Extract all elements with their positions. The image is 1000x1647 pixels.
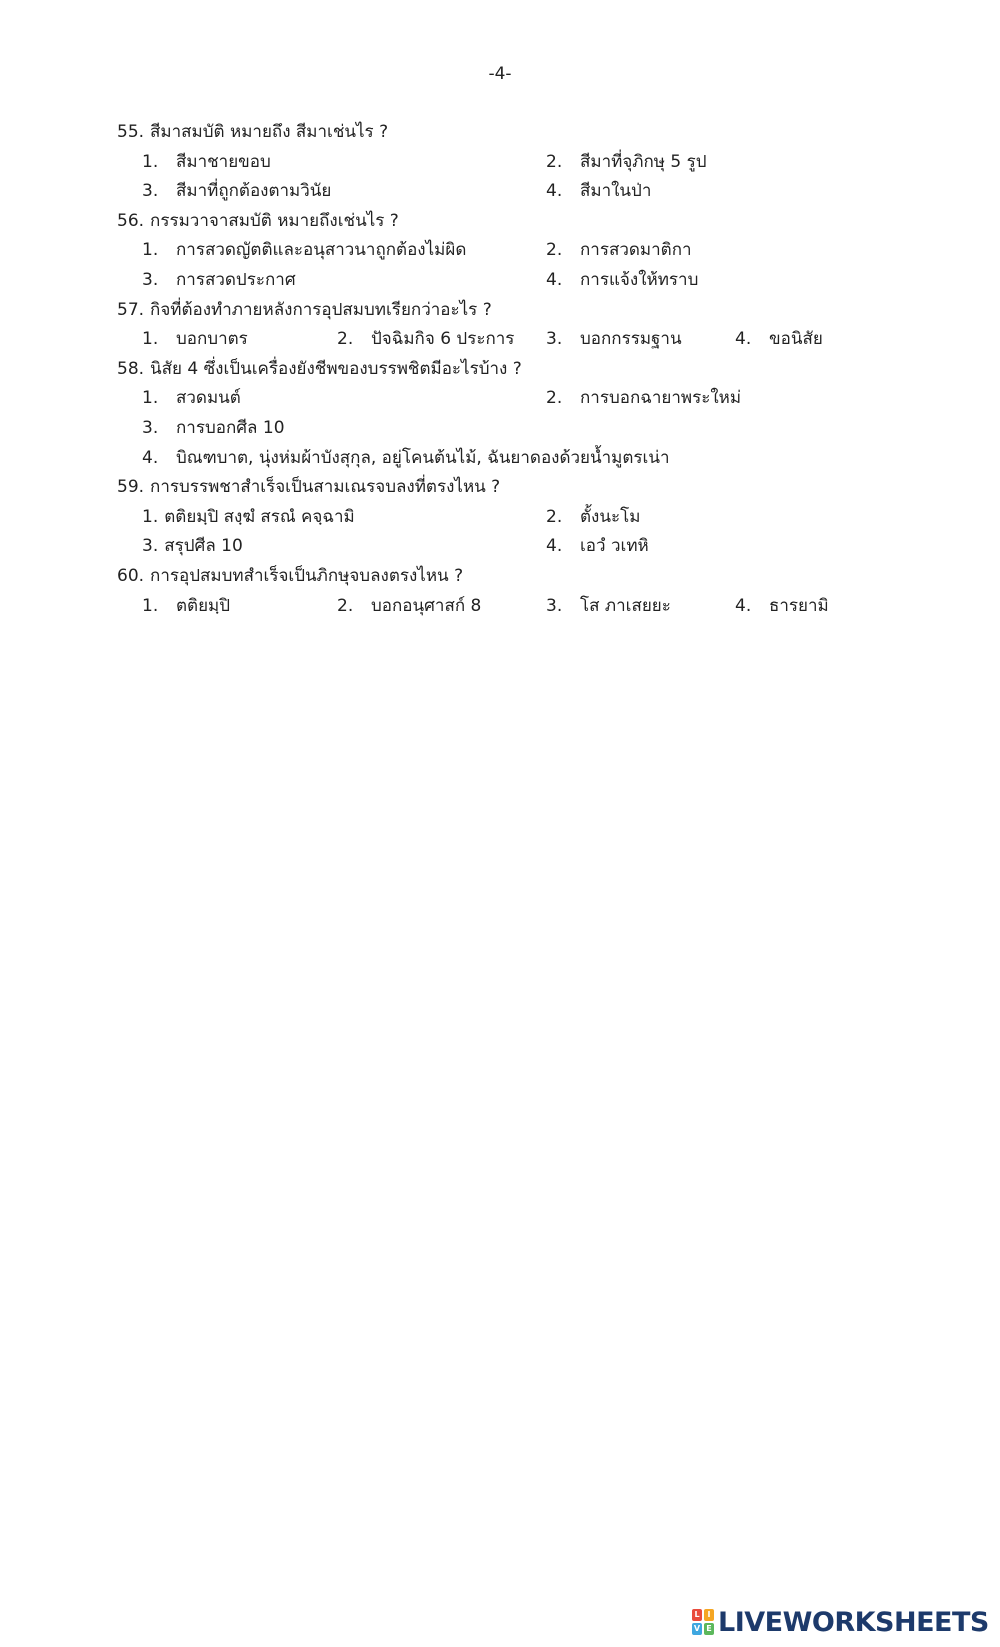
option-number: 1. — [142, 329, 159, 350]
option-text: การสวดมาติกา — [580, 240, 692, 261]
option-text: ตติยมฺปิ — [176, 595, 231, 616]
logo-mark-letter: I — [704, 1609, 714, 1621]
option-number: 1. — [142, 240, 159, 261]
option-text: บิณฑบาต, นุ่งห่มผ้าบังสุกุล, อยู่โคนต้นไม้, ฉันยาดองด้วยน้ำมูตรเน่า — [176, 447, 670, 468]
option-number: 3. — [142, 181, 159, 202]
option-number: 3. — [142, 269, 159, 290]
option-57-4[interactable] — [735, 325, 823, 355]
option-text: บอกกรรมฐาน — [580, 329, 682, 350]
option-text: ปัจฉิมกิจ 6 ประการ — [371, 329, 515, 350]
option-text: สีมาในป่า — [580, 181, 652, 202]
option-57-1[interactable] — [142, 325, 248, 355]
option-number: 2. — [337, 329, 354, 350]
logo-mark-letter: E — [704, 1623, 714, 1635]
option-58-1[interactable] — [142, 384, 241, 414]
question-text: การบรรพชาสำเร็จเป็นสามเณรจบลงที่ตรงไหน ? — [150, 477, 501, 498]
option-number: 1. — [142, 151, 159, 172]
option-text: เอวํ วเทหิ — [580, 536, 649, 557]
question-58 — [117, 355, 977, 385]
option-text: ตติยมฺปิ สงฺฆํ สรณํ คจฺฉามิ — [164, 506, 355, 527]
option-55-2[interactable] — [546, 148, 707, 178]
option-number: 1. — [142, 388, 159, 409]
options-row — [117, 266, 977, 296]
option-59-1[interactable] — [142, 503, 355, 533]
option-60-1[interactable] — [142, 592, 230, 622]
option-56-3[interactable] — [142, 266, 296, 296]
option-number: 3. — [546, 329, 563, 350]
option-text: สรุปศีล 10 — [164, 536, 243, 557]
option-number: 3. — [142, 417, 159, 438]
option-number: 4. — [735, 329, 752, 350]
option-text: การแจ้งให้ทราบ — [580, 269, 699, 290]
question-text: กรรมวาจาสมบัติ หมายถึงเช่นไร ? — [150, 210, 399, 231]
option-60-3[interactable] — [546, 592, 671, 622]
question-text: นิสัย 4 ซึ่งเป็นเครื่องยังชีพของบรรพชิตมีอะไรบ้าง ? — [150, 358, 522, 379]
option-number: 4. — [546, 181, 563, 202]
option-57-2[interactable] — [337, 325, 514, 355]
option-58-4[interactable] — [142, 444, 670, 474]
question-60 — [117, 562, 977, 592]
option-text: สีมาชายขอบ — [176, 151, 271, 172]
option-59-3[interactable] — [142, 532, 243, 562]
option-text: การสวดญัตติและอนุสาวนาถูกต้องไม่ผิด — [176, 240, 467, 261]
question-list — [117, 118, 977, 621]
question-number: 58. — [117, 358, 145, 379]
option-58-2[interactable] — [546, 384, 741, 414]
option-text: ขอนิสัย — [769, 329, 823, 350]
options-row — [117, 148, 977, 178]
options-row — [117, 177, 977, 207]
question-number: 59. — [117, 477, 145, 498]
option-number: 1. — [142, 506, 159, 527]
question-number: 55. — [117, 122, 145, 142]
option-text: โส ภาเสยยะ — [580, 595, 671, 616]
question-56 — [117, 207, 977, 237]
option-number: 2. — [546, 151, 563, 172]
option-number: 3. — [142, 536, 159, 557]
option-number: 4. — [735, 595, 752, 616]
liveworksheets-logo — [692, 1605, 989, 1639]
options-row — [117, 325, 977, 355]
options-row — [117, 592, 977, 622]
option-number: 2. — [546, 388, 563, 409]
options-row — [117, 444, 977, 474]
option-59-2[interactable] — [546, 503, 640, 533]
option-56-4[interactable] — [546, 266, 698, 296]
option-number: 3. — [546, 595, 563, 616]
question-number: 56. — [117, 210, 145, 231]
question-text: การอุปสมบทสำเร็จเป็นภิกษุจบลงตรงไหน ? — [150, 565, 464, 586]
question-number: 57. — [117, 299, 145, 320]
option-60-4[interactable] — [735, 592, 829, 622]
option-number: 4. — [142, 447, 159, 468]
option-text: ตั้งนะโม — [580, 506, 641, 527]
question-55 — [117, 118, 977, 148]
option-55-3[interactable] — [142, 177, 331, 207]
option-56-1[interactable] — [142, 236, 466, 266]
option-60-2[interactable] — [337, 592, 481, 622]
option-59-4[interactable] — [546, 532, 649, 562]
option-text: บอกอนุศาสก์ 8 — [371, 595, 482, 616]
option-number: 4. — [546, 269, 563, 290]
option-58-3[interactable] — [142, 414, 285, 444]
logo-mark-letter: V — [693, 1624, 701, 1633]
option-number: 1. — [142, 595, 159, 616]
question-number: 60. — [117, 565, 145, 586]
option-55-4[interactable] — [546, 177, 651, 207]
option-text: ธารยามิ — [769, 595, 829, 616]
option-56-2[interactable] — [546, 236, 692, 266]
options-row — [117, 414, 977, 444]
option-text: การบอกฉายาพระใหม่ — [580, 388, 742, 409]
option-text: สวดมนต์ — [176, 388, 241, 409]
options-row — [117, 236, 977, 266]
option-text: การบอกศีล 10 — [176, 417, 285, 438]
options-row — [117, 503, 977, 533]
option-text: สีมาที่จุภิกษุ 5 รูป — [580, 151, 707, 172]
question-57 — [117, 296, 977, 326]
option-55-1[interactable] — [142, 148, 271, 178]
page-number: -4- — [488, 64, 512, 84]
option-text: การสวดประกาศ — [176, 269, 296, 290]
option-number: 2. — [546, 240, 563, 261]
option-text: บอกบาตร — [176, 329, 248, 350]
logo-mark-letter: L — [692, 1609, 702, 1621]
option-number: 2. — [546, 506, 563, 527]
question-text: สีมาสมบัติ หมายถึง สีมาเช่นไร ? — [150, 122, 389, 142]
options-row — [117, 384, 977, 414]
option-number: 4. — [546, 536, 563, 557]
options-row — [117, 532, 977, 562]
logo-text: LIVEWORKSHEETS — [718, 1606, 989, 1638]
option-57-3[interactable] — [546, 325, 682, 355]
option-number: 2. — [337, 595, 354, 616]
option-text: สีมาที่ถูกต้องตามวินัย — [176, 181, 332, 202]
question-59 — [117, 473, 977, 503]
liveworksheets-logo-icon — [692, 1609, 714, 1635]
question-text: กิจที่ต้องทำภายหลังการอุปสมบทเรียกว่าอะไร ? — [150, 299, 492, 320]
